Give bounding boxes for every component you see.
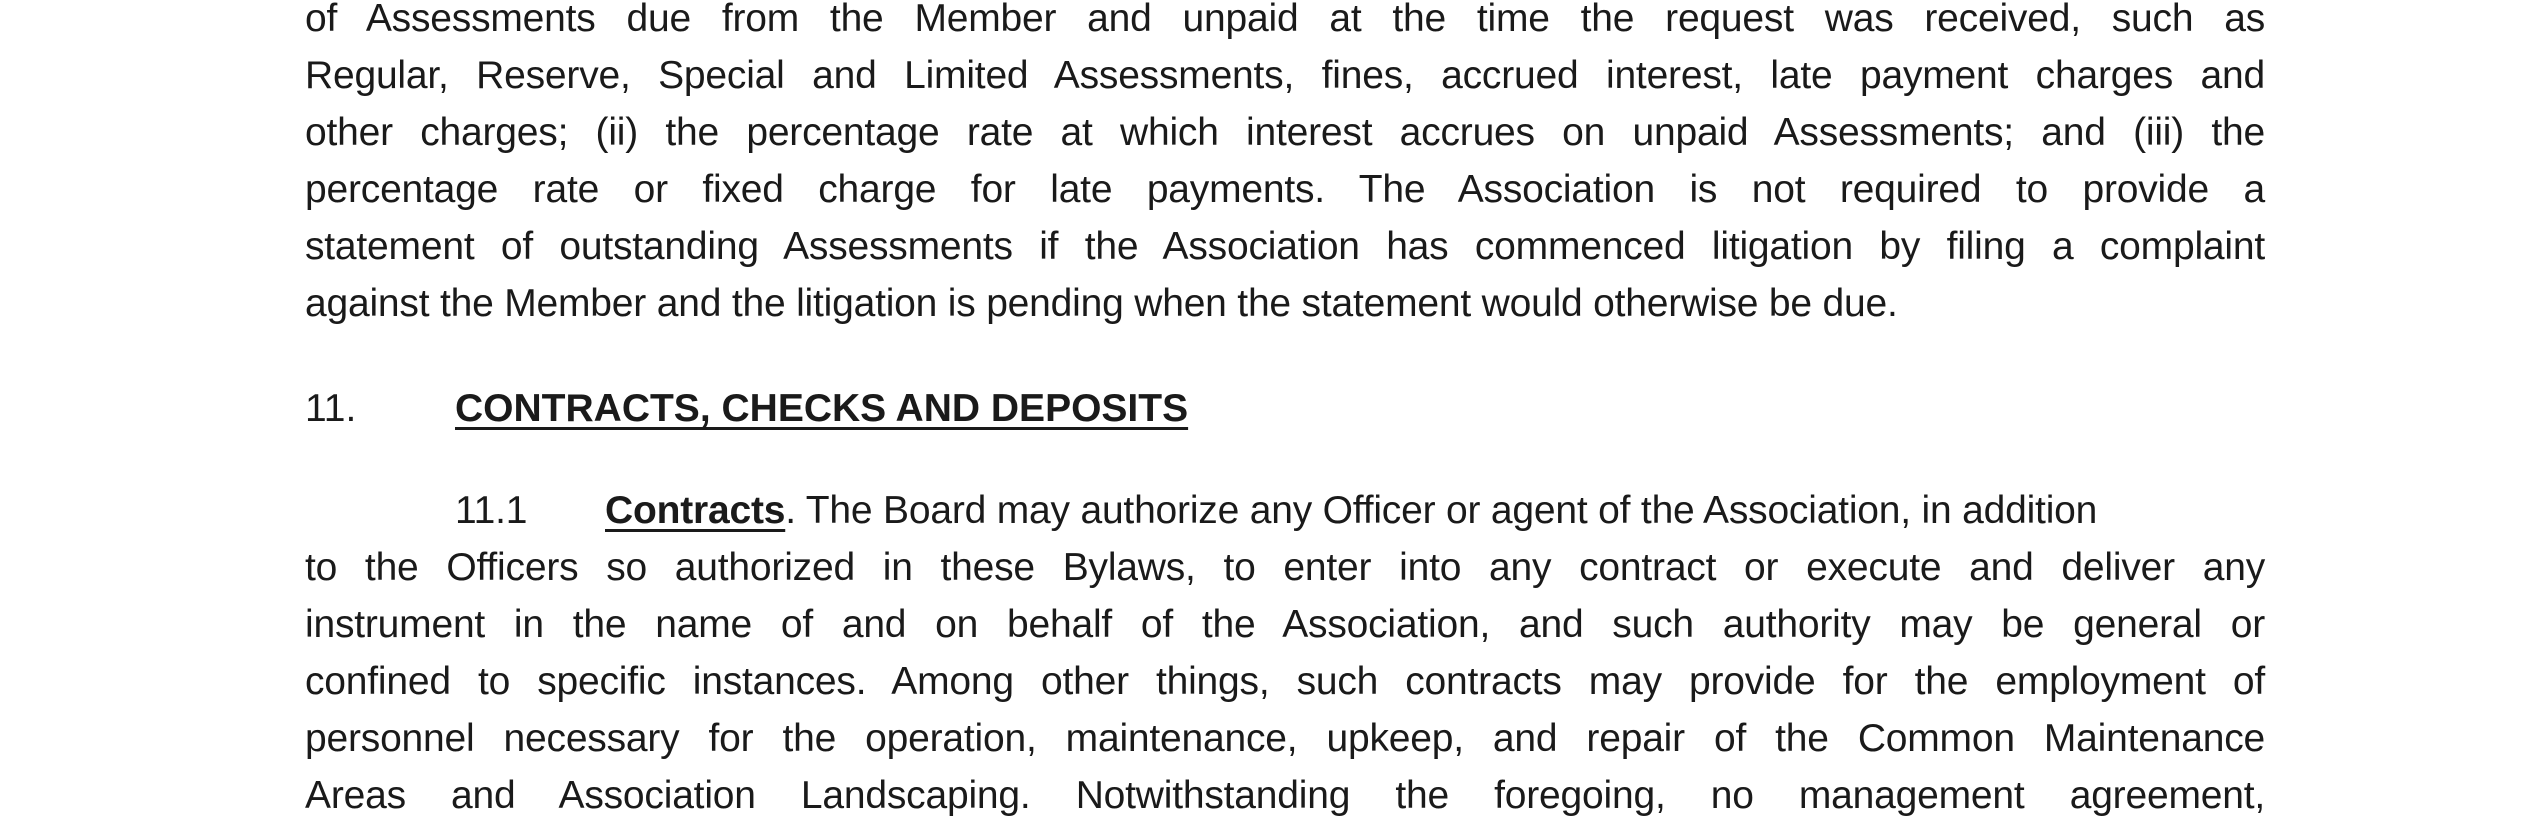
subsection-title: Contracts	[605, 489, 786, 532]
paragraph-line: Areas and Association Landscaping. Notwithstanding the foregoing, no management agreement,	[305, 774, 2265, 817]
section-number: 11.	[305, 387, 357, 430]
paragraph-line: confined to specific instances. Among other things, such contracts may provide for the employment of	[305, 660, 2265, 703]
paragraph-line: of Assessments due from the Member and unpaid at the time the request was received, such as	[305, 0, 2265, 40]
subsection-number: 11.1	[455, 489, 528, 532]
section-11-heading	[305, 380, 2265, 437]
subsection-lead	[455, 482, 2097, 539]
paragraph-line: to the Officers so authorized in these Bylaws, to enter into any contract or execute and deliver any	[305, 546, 2265, 589]
paragraph-line: other charges; (ii) the percentage rate at which interest accrues on unpaid Assessments; and (iii) the	[305, 111, 2265, 154]
section-10-continuation-paragraph	[305, 0, 2265, 332]
paragraph-line: statement of outstanding Assessments if the Association has commenced litigation by filing a complaint	[305, 225, 2265, 268]
paragraph-line: Regular, Reserve, Special and Limited Assessments, fines, accrued interest, late payment charges and	[305, 54, 2265, 97]
paragraph-line-first	[305, 482, 2265, 539]
subsection-11-1-paragraph	[305, 482, 2265, 824]
paragraph-line: instrument in the name of and on behalf of the Association, and such authority may be general or	[305, 603, 2265, 646]
paragraph-line: percentage rate or fixed charge for late payments. The Association is not required to provide a	[305, 168, 2265, 211]
paragraph-line: personnel necessary for the operation, maintenance, upkeep, and repair of the Common Maintenance	[305, 717, 2265, 760]
subsection-first-line-text: . The Board may authorize any Officer or agent of the Association, in addition	[785, 489, 2098, 532]
section-title: CONTRACTS, CHECKS AND DEPOSITS	[455, 387, 1189, 430]
paragraph-line-last: against the Member and the litigation is pending when the statement would otherwise be due.	[305, 282, 1898, 325]
